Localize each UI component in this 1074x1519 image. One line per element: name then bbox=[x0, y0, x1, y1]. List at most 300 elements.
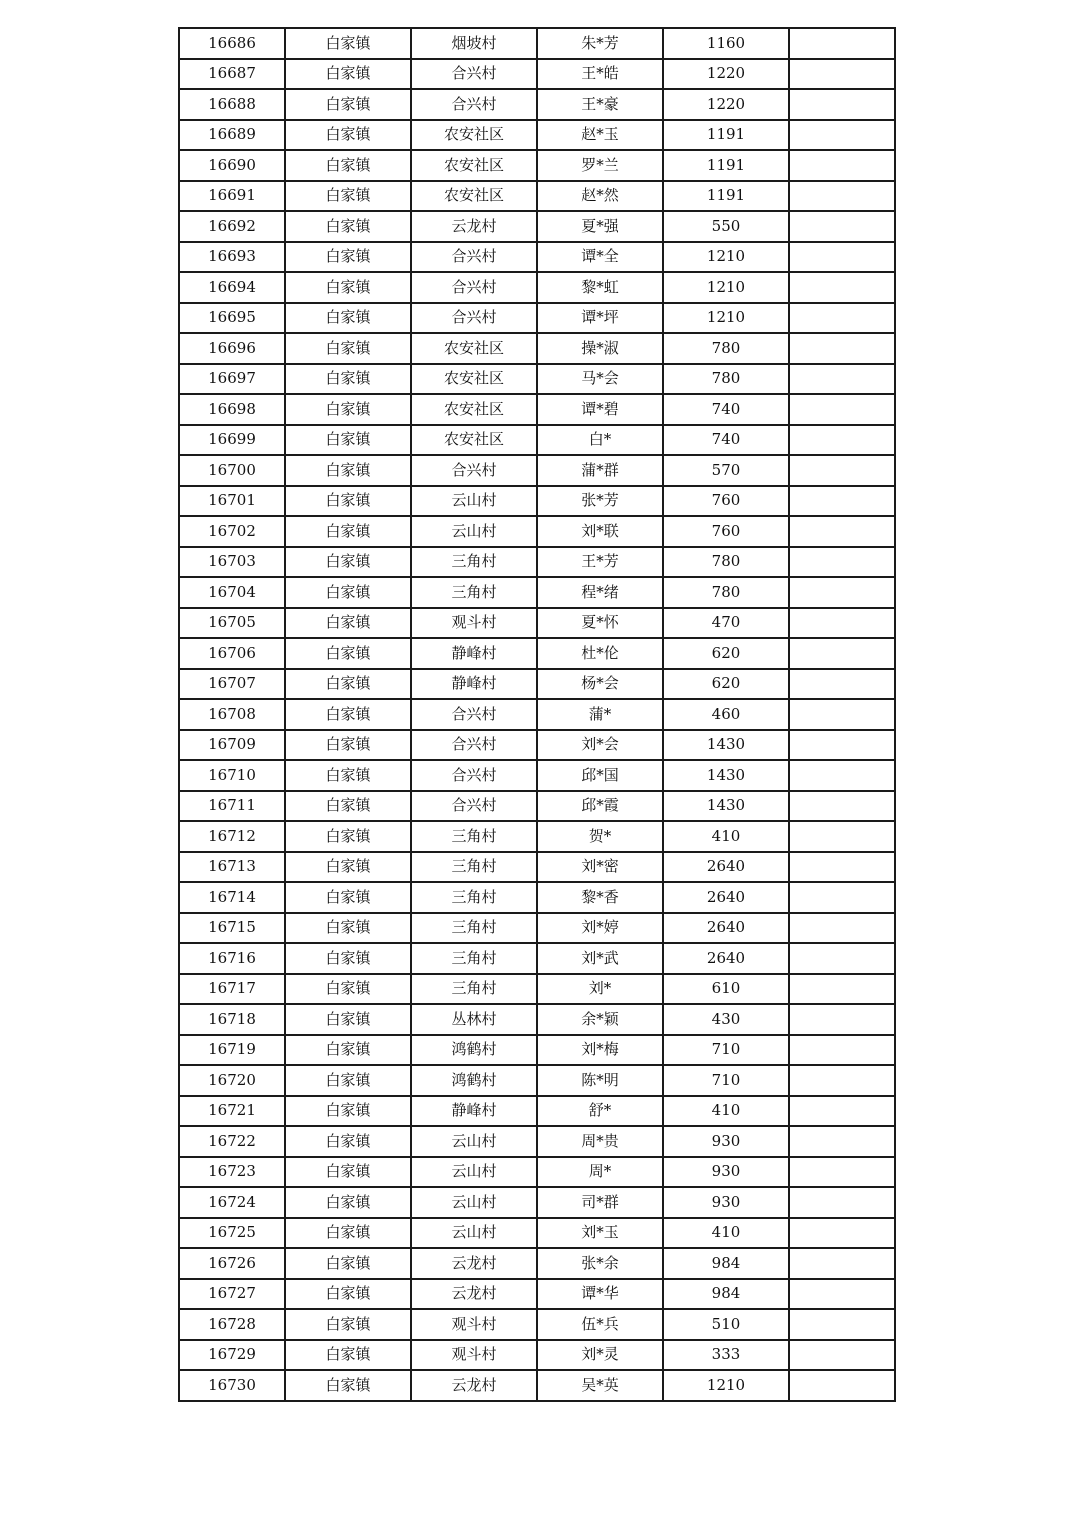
cell-serial-number: 16707 bbox=[179, 669, 285, 700]
cell-name: 赵*然 bbox=[537, 181, 663, 212]
cell-name: 王*芳 bbox=[537, 547, 663, 578]
cell-town: 白家镇 bbox=[285, 333, 411, 364]
cell-name: 刘*武 bbox=[537, 943, 663, 974]
cell-name: 周*贵 bbox=[537, 1126, 663, 1157]
cell-village: 云山村 bbox=[411, 486, 537, 517]
cell-name: 朱*芳 bbox=[537, 28, 663, 59]
cell-town: 白家镇 bbox=[285, 1340, 411, 1371]
cell-name: 白* bbox=[537, 425, 663, 456]
table-row bbox=[179, 730, 895, 761]
cell-village: 静峰村 bbox=[411, 1096, 537, 1127]
cell-town: 白家镇 bbox=[285, 242, 411, 273]
cell-town: 白家镇 bbox=[285, 1126, 411, 1157]
cell-name: 舒* bbox=[537, 1096, 663, 1127]
cell-name: 司*群 bbox=[537, 1187, 663, 1218]
table-row bbox=[179, 303, 895, 334]
table-row bbox=[179, 1126, 895, 1157]
cell-town: 白家镇 bbox=[285, 394, 411, 425]
cell-village: 农安社区 bbox=[411, 394, 537, 425]
cell-village: 合兴村 bbox=[411, 791, 537, 822]
cell-amount: 1210 bbox=[663, 303, 789, 334]
cell-amount: 1210 bbox=[663, 272, 789, 303]
cell-serial-number: 16729 bbox=[179, 1340, 285, 1371]
cell-serial-number: 16720 bbox=[179, 1065, 285, 1096]
cell-amount: 1191 bbox=[663, 150, 789, 181]
cell-village: 云山村 bbox=[411, 1126, 537, 1157]
cell-name: 陈*明 bbox=[537, 1065, 663, 1096]
cell-town: 白家镇 bbox=[285, 364, 411, 395]
cell-serial-number: 16726 bbox=[179, 1248, 285, 1279]
table-row bbox=[179, 1279, 895, 1310]
cell-town: 白家镇 bbox=[285, 1096, 411, 1127]
table-row bbox=[179, 1035, 895, 1066]
cell-remark bbox=[789, 425, 895, 456]
cell-town: 白家镇 bbox=[285, 1309, 411, 1340]
cell-serial-number: 16716 bbox=[179, 943, 285, 974]
cell-remark bbox=[789, 394, 895, 425]
cell-amount: 760 bbox=[663, 486, 789, 517]
table-row bbox=[179, 1096, 895, 1127]
cell-name: 赵*玉 bbox=[537, 120, 663, 151]
cell-village: 鸿鹤村 bbox=[411, 1065, 537, 1096]
cell-town: 白家镇 bbox=[285, 1248, 411, 1279]
cell-serial-number: 16712 bbox=[179, 821, 285, 852]
cell-serial-number: 16728 bbox=[179, 1309, 285, 1340]
cell-town: 白家镇 bbox=[285, 974, 411, 1005]
cell-village: 云龙村 bbox=[411, 1279, 537, 1310]
cell-serial-number: 16717 bbox=[179, 974, 285, 1005]
cell-remark bbox=[789, 608, 895, 639]
table-row bbox=[179, 974, 895, 1005]
cell-village: 三角村 bbox=[411, 577, 537, 608]
cell-remark bbox=[789, 303, 895, 334]
cell-town: 白家镇 bbox=[285, 1370, 411, 1401]
cell-remark bbox=[789, 699, 895, 730]
table-row bbox=[179, 852, 895, 883]
cell-serial-number: 16696 bbox=[179, 333, 285, 364]
cell-serial-number: 16687 bbox=[179, 59, 285, 90]
cell-town: 白家镇 bbox=[285, 791, 411, 822]
cell-village: 云龙村 bbox=[411, 1370, 537, 1401]
cell-serial-number: 16708 bbox=[179, 699, 285, 730]
cell-remark bbox=[789, 882, 895, 913]
cell-town: 白家镇 bbox=[285, 181, 411, 212]
cell-village: 合兴村 bbox=[411, 730, 537, 761]
cell-village: 合兴村 bbox=[411, 699, 537, 730]
cell-remark bbox=[789, 242, 895, 273]
cell-village: 三角村 bbox=[411, 882, 537, 913]
cell-village: 合兴村 bbox=[411, 303, 537, 334]
cell-name: 谭*华 bbox=[537, 1279, 663, 1310]
cell-village: 鸿鹤村 bbox=[411, 1035, 537, 1066]
cell-remark bbox=[789, 547, 895, 578]
table-row bbox=[179, 1248, 895, 1279]
table-row bbox=[179, 699, 895, 730]
cell-serial-number: 16718 bbox=[179, 1004, 285, 1035]
cell-town: 白家镇 bbox=[285, 150, 411, 181]
cell-village: 农安社区 bbox=[411, 120, 537, 151]
table-row bbox=[179, 333, 895, 364]
cell-amount: 510 bbox=[663, 1309, 789, 1340]
cell-remark bbox=[789, 333, 895, 364]
cell-village: 三角村 bbox=[411, 821, 537, 852]
cell-serial-number: 16686 bbox=[179, 28, 285, 59]
cell-town: 白家镇 bbox=[285, 1065, 411, 1096]
cell-serial-number: 16710 bbox=[179, 760, 285, 791]
cell-amount: 1191 bbox=[663, 181, 789, 212]
cell-town: 白家镇 bbox=[285, 699, 411, 730]
table-row bbox=[179, 821, 895, 852]
cell-amount: 2640 bbox=[663, 882, 789, 913]
cell-amount: 410 bbox=[663, 1218, 789, 1249]
table-row bbox=[179, 638, 895, 669]
cell-remark bbox=[789, 1157, 895, 1188]
cell-village: 云山村 bbox=[411, 1157, 537, 1188]
table-row bbox=[179, 1340, 895, 1371]
cell-serial-number: 16725 bbox=[179, 1218, 285, 1249]
cell-town: 白家镇 bbox=[285, 1187, 411, 1218]
cell-name: 余*颖 bbox=[537, 1004, 663, 1035]
cell-village: 丛林村 bbox=[411, 1004, 537, 1035]
cell-remark bbox=[789, 730, 895, 761]
cell-remark bbox=[789, 1248, 895, 1279]
cell-serial-number: 16698 bbox=[179, 394, 285, 425]
table-row bbox=[179, 791, 895, 822]
cell-amount: 430 bbox=[663, 1004, 789, 1035]
cell-name: 蒲* bbox=[537, 699, 663, 730]
cell-remark bbox=[789, 486, 895, 517]
cell-town: 白家镇 bbox=[285, 516, 411, 547]
cell-remark bbox=[789, 974, 895, 1005]
cell-village: 云山村 bbox=[411, 1187, 537, 1218]
cell-amount: 470 bbox=[663, 608, 789, 639]
cell-name: 邱*国 bbox=[537, 760, 663, 791]
cell-name: 杜*伦 bbox=[537, 638, 663, 669]
cell-remark bbox=[789, 852, 895, 883]
cell-name: 蒲*群 bbox=[537, 455, 663, 486]
cell-serial-number: 16722 bbox=[179, 1126, 285, 1157]
cell-amount: 1430 bbox=[663, 760, 789, 791]
cell-village: 合兴村 bbox=[411, 760, 537, 791]
cell-village: 合兴村 bbox=[411, 89, 537, 120]
cell-amount: 2640 bbox=[663, 852, 789, 883]
table-row bbox=[179, 669, 895, 700]
cell-serial-number: 16713 bbox=[179, 852, 285, 883]
cell-amount: 780 bbox=[663, 577, 789, 608]
cell-serial-number: 16703 bbox=[179, 547, 285, 578]
cell-name: 黎*虹 bbox=[537, 272, 663, 303]
cell-amount: 1220 bbox=[663, 59, 789, 90]
cell-village: 云龙村 bbox=[411, 1248, 537, 1279]
cell-name: 刘*会 bbox=[537, 730, 663, 761]
cell-name: 刘*婷 bbox=[537, 913, 663, 944]
table-row bbox=[179, 364, 895, 395]
cell-name: 杨*会 bbox=[537, 669, 663, 700]
table-row bbox=[179, 242, 895, 273]
table-row bbox=[179, 1187, 895, 1218]
cell-remark bbox=[789, 1340, 895, 1371]
cell-village: 农安社区 bbox=[411, 425, 537, 456]
cell-serial-number: 16730 bbox=[179, 1370, 285, 1401]
cell-town: 白家镇 bbox=[285, 577, 411, 608]
cell-amount: 930 bbox=[663, 1157, 789, 1188]
cell-serial-number: 16711 bbox=[179, 791, 285, 822]
table-row bbox=[179, 1157, 895, 1188]
cell-town: 白家镇 bbox=[285, 303, 411, 334]
cell-serial-number: 16690 bbox=[179, 150, 285, 181]
cell-remark bbox=[789, 1035, 895, 1066]
cell-serial-number: 16705 bbox=[179, 608, 285, 639]
cell-name: 刘*玉 bbox=[537, 1218, 663, 1249]
cell-amount: 570 bbox=[663, 455, 789, 486]
cell-town: 白家镇 bbox=[285, 425, 411, 456]
cell-village: 三角村 bbox=[411, 943, 537, 974]
cell-name: 邱*霞 bbox=[537, 791, 663, 822]
cell-remark bbox=[789, 1126, 895, 1157]
cell-remark bbox=[789, 89, 895, 120]
table-row bbox=[179, 1004, 895, 1035]
cell-name: 刘* bbox=[537, 974, 663, 1005]
cell-amount: 1210 bbox=[663, 1370, 789, 1401]
cell-amount: 460 bbox=[663, 699, 789, 730]
cell-remark bbox=[789, 272, 895, 303]
cell-village: 农安社区 bbox=[411, 364, 537, 395]
cell-amount: 930 bbox=[663, 1187, 789, 1218]
cell-amount: 780 bbox=[663, 333, 789, 364]
cell-amount: 930 bbox=[663, 1126, 789, 1157]
cell-amount: 1160 bbox=[663, 28, 789, 59]
cell-village: 合兴村 bbox=[411, 272, 537, 303]
cell-town: 白家镇 bbox=[285, 1218, 411, 1249]
cell-village: 三角村 bbox=[411, 974, 537, 1005]
cell-amount: 2640 bbox=[663, 913, 789, 944]
cell-serial-number: 16692 bbox=[179, 211, 285, 242]
table-row bbox=[179, 1065, 895, 1096]
cell-village: 三角村 bbox=[411, 852, 537, 883]
cell-village: 静峰村 bbox=[411, 669, 537, 700]
cell-serial-number: 16719 bbox=[179, 1035, 285, 1066]
table-row bbox=[179, 1370, 895, 1401]
cell-village: 云山村 bbox=[411, 1218, 537, 1249]
table-row bbox=[179, 1309, 895, 1340]
cell-remark bbox=[789, 913, 895, 944]
cell-amount: 984 bbox=[663, 1279, 789, 1310]
cell-amount: 1191 bbox=[663, 120, 789, 151]
cell-remark bbox=[789, 638, 895, 669]
cell-name: 伍*兵 bbox=[537, 1309, 663, 1340]
table-row bbox=[179, 211, 895, 242]
cell-village: 观斗村 bbox=[411, 1309, 537, 1340]
cell-town: 白家镇 bbox=[285, 1035, 411, 1066]
cell-amount: 1430 bbox=[663, 791, 789, 822]
cell-amount: 1220 bbox=[663, 89, 789, 120]
cell-remark bbox=[789, 1370, 895, 1401]
cell-village: 观斗村 bbox=[411, 608, 537, 639]
cell-amount: 740 bbox=[663, 425, 789, 456]
table-row bbox=[179, 272, 895, 303]
cell-name: 张*余 bbox=[537, 1248, 663, 1279]
cell-name: 黎*香 bbox=[537, 882, 663, 913]
cell-name: 程*绪 bbox=[537, 577, 663, 608]
cell-remark bbox=[789, 181, 895, 212]
cell-serial-number: 16723 bbox=[179, 1157, 285, 1188]
table-row bbox=[179, 28, 895, 59]
cell-name: 刘*灵 bbox=[537, 1340, 663, 1371]
cell-name: 刘*联 bbox=[537, 516, 663, 547]
cell-serial-number: 16709 bbox=[179, 730, 285, 761]
cell-remark bbox=[789, 455, 895, 486]
cell-remark bbox=[789, 1218, 895, 1249]
cell-name: 周* bbox=[537, 1157, 663, 1188]
data-table bbox=[178, 27, 896, 1402]
cell-serial-number: 16706 bbox=[179, 638, 285, 669]
cell-village: 三角村 bbox=[411, 547, 537, 578]
cell-amount: 740 bbox=[663, 394, 789, 425]
cell-serial-number: 16702 bbox=[179, 516, 285, 547]
table-row bbox=[179, 181, 895, 212]
table-row bbox=[179, 425, 895, 456]
cell-town: 白家镇 bbox=[285, 59, 411, 90]
cell-serial-number: 16701 bbox=[179, 486, 285, 517]
cell-remark bbox=[789, 211, 895, 242]
cell-town: 白家镇 bbox=[285, 943, 411, 974]
cell-village: 三角村 bbox=[411, 913, 537, 944]
cell-serial-number: 16704 bbox=[179, 577, 285, 608]
cell-village: 合兴村 bbox=[411, 455, 537, 486]
cell-amount: 610 bbox=[663, 974, 789, 1005]
cell-name: 马*会 bbox=[537, 364, 663, 395]
cell-amount: 1430 bbox=[663, 730, 789, 761]
cell-name: 贺* bbox=[537, 821, 663, 852]
cell-village: 静峰村 bbox=[411, 638, 537, 669]
cell-remark bbox=[789, 943, 895, 974]
cell-name: 张*芳 bbox=[537, 486, 663, 517]
cell-town: 白家镇 bbox=[285, 1004, 411, 1035]
cell-town: 白家镇 bbox=[285, 669, 411, 700]
table-row bbox=[179, 394, 895, 425]
cell-amount: 2640 bbox=[663, 943, 789, 974]
cell-name: 谭*碧 bbox=[537, 394, 663, 425]
cell-village: 合兴村 bbox=[411, 242, 537, 273]
cell-serial-number: 16695 bbox=[179, 303, 285, 334]
cell-serial-number: 16694 bbox=[179, 272, 285, 303]
cell-remark bbox=[789, 120, 895, 151]
table-row bbox=[179, 760, 895, 791]
cell-name: 刘*密 bbox=[537, 852, 663, 883]
cell-serial-number: 16697 bbox=[179, 364, 285, 395]
cell-town: 白家镇 bbox=[285, 455, 411, 486]
cell-serial-number: 16693 bbox=[179, 242, 285, 273]
cell-remark bbox=[789, 59, 895, 90]
cell-amount: 984 bbox=[663, 1248, 789, 1279]
cell-amount: 550 bbox=[663, 211, 789, 242]
table-body bbox=[179, 28, 895, 1401]
cell-serial-number: 16727 bbox=[179, 1279, 285, 1310]
cell-remark bbox=[789, 150, 895, 181]
cell-serial-number: 16724 bbox=[179, 1187, 285, 1218]
cell-town: 白家镇 bbox=[285, 486, 411, 517]
cell-serial-number: 16721 bbox=[179, 1096, 285, 1127]
cell-name: 谭*全 bbox=[537, 242, 663, 273]
cell-serial-number: 16700 bbox=[179, 455, 285, 486]
cell-serial-number: 16689 bbox=[179, 120, 285, 151]
cell-amount: 333 bbox=[663, 1340, 789, 1371]
cell-village: 云山村 bbox=[411, 516, 537, 547]
cell-remark bbox=[789, 1309, 895, 1340]
cell-remark bbox=[789, 364, 895, 395]
table-row bbox=[179, 516, 895, 547]
cell-amount: 620 bbox=[663, 638, 789, 669]
cell-amount: 1210 bbox=[663, 242, 789, 273]
table-row bbox=[179, 59, 895, 90]
cell-remark bbox=[789, 1187, 895, 1218]
cell-amount: 710 bbox=[663, 1065, 789, 1096]
cell-remark bbox=[789, 669, 895, 700]
cell-serial-number: 16691 bbox=[179, 181, 285, 212]
cell-remark bbox=[789, 577, 895, 608]
cell-name: 刘*梅 bbox=[537, 1035, 663, 1066]
cell-amount: 620 bbox=[663, 669, 789, 700]
cell-remark bbox=[789, 1004, 895, 1035]
cell-town: 白家镇 bbox=[285, 1279, 411, 1310]
cell-amount: 410 bbox=[663, 821, 789, 852]
cell-town: 白家镇 bbox=[285, 547, 411, 578]
table-row bbox=[179, 943, 895, 974]
cell-amount: 760 bbox=[663, 516, 789, 547]
table-row bbox=[179, 120, 895, 151]
cell-town: 白家镇 bbox=[285, 882, 411, 913]
cell-name: 谭*坪 bbox=[537, 303, 663, 334]
cell-name: 夏*强 bbox=[537, 211, 663, 242]
cell-remark bbox=[789, 1065, 895, 1096]
cell-amount: 780 bbox=[663, 364, 789, 395]
cell-town: 白家镇 bbox=[285, 272, 411, 303]
cell-village: 农安社区 bbox=[411, 333, 537, 364]
cell-town: 白家镇 bbox=[285, 852, 411, 883]
cell-remark bbox=[789, 28, 895, 59]
cell-village: 农安社区 bbox=[411, 181, 537, 212]
cell-village: 农安社区 bbox=[411, 150, 537, 181]
cell-remark bbox=[789, 821, 895, 852]
table-row bbox=[179, 150, 895, 181]
cell-town: 白家镇 bbox=[285, 28, 411, 59]
cell-name: 罗*兰 bbox=[537, 150, 663, 181]
cell-serial-number: 16688 bbox=[179, 89, 285, 120]
table-row bbox=[179, 486, 895, 517]
cell-village: 合兴村 bbox=[411, 59, 537, 90]
cell-name: 夏*怀 bbox=[537, 608, 663, 639]
cell-town: 白家镇 bbox=[285, 211, 411, 242]
cell-remark bbox=[789, 760, 895, 791]
table-row bbox=[179, 1218, 895, 1249]
cell-name: 王*皓 bbox=[537, 59, 663, 90]
cell-village: 观斗村 bbox=[411, 1340, 537, 1371]
table-row bbox=[179, 89, 895, 120]
table-row bbox=[179, 455, 895, 486]
cell-town: 白家镇 bbox=[285, 1157, 411, 1188]
cell-village: 云龙村 bbox=[411, 211, 537, 242]
table-row bbox=[179, 577, 895, 608]
table-row bbox=[179, 547, 895, 578]
cell-name: 操*淑 bbox=[537, 333, 663, 364]
cell-town: 白家镇 bbox=[285, 120, 411, 151]
cell-serial-number: 16714 bbox=[179, 882, 285, 913]
cell-remark bbox=[789, 1279, 895, 1310]
cell-amount: 710 bbox=[663, 1035, 789, 1066]
cell-town: 白家镇 bbox=[285, 760, 411, 791]
table-row bbox=[179, 608, 895, 639]
cell-remark bbox=[789, 791, 895, 822]
